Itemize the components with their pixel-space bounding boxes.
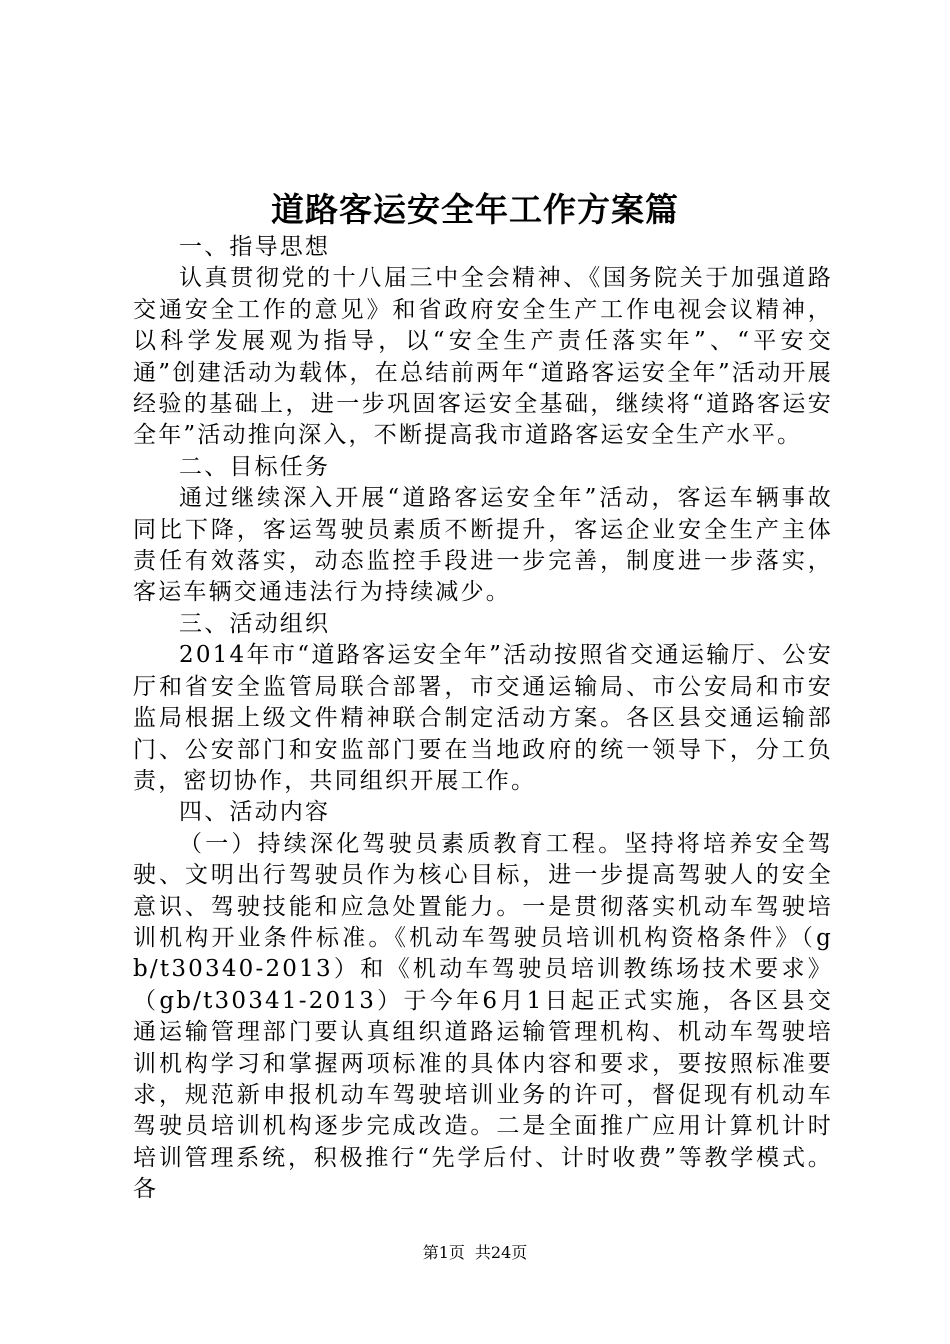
paragraph: 通过继续深入开展“道路客运安全年”活动，客运车辆事故同比下降，客运驾驶员素质不断提升，客运企业安全生产主体责任有效落实，动态监控手段进一步完善，制度进一步落实，客运车辆交通违法行为持续减少。 [133, 485, 833, 606]
paragraph: 2014年市“道路客运安全年”活动按照省交通运输厅、公安厅和省安全监管局联合部署，市交通运输局、市公安局和市安监局根据上级文件精神联合制定活动方案。各区县交通运输部门、公安部门和安监部门要在当地政府的统一领导下，分工负责，密切协作，共同组织开展工作。 [133, 642, 833, 794]
page-number: 第1页 [422, 1243, 465, 1262]
section-heading: 二、目标任务 [179, 453, 331, 480]
page-total: 共24页 [474, 1243, 528, 1262]
document-title: 道路客运安全年工作方案篇 [271, 190, 679, 229]
section-heading: 四、活动内容 [179, 799, 331, 826]
document-body [133, 232, 833, 1206]
section-heading: 三、活动组织 [179, 610, 331, 637]
paragraph: 认真贯彻党的十八届三中全会精神、《国务院关于加强道路交通安全工作的意见》和省政府安全生产工作电视会议精神，以科学发展观为指导，以“安全生产责任落实年”、“平安交通”创建活动为载体，在总结前两年“道路客运安全年”活动开展经验的基础上，进一步巩固客运安全基础，继续将“道路客运安全年”活动推向深入，不断提高我市道路客运安全生产水平。 [133, 265, 833, 449]
page-footer [0, 1241, 950, 1265]
section-heading: 一、指导思想 [179, 234, 331, 260]
paragraph: （一）持续深化驾驶员素质教育工程。坚持将培养安全驾驶、文明出行驾驶员作为核心目标，进一步提高驾驶人的安全意识、驾驶技能和应急处置能力。一是贯彻落实机动车驾驶培训机构开业条件标准。《机动车驾驶员培训机构资格条件》（gb/t30340-2013）和《机动车驾驶员培训教练场技术要求》（gb/t30341-2013）于今年6月1日起正式实施，各区县交通运输管理部门要认真组织道路运输管理机构、机动车驾驶培训机构学习和掌握两项标准的具体内容和要求，要按照标准要求，规范新申报机动车驾驶培训业务的许可，督促现有机动车驾驶员培训机构逐步完成改造。二是全面推广应用计算机计时培训管理系统，积极推行“先学后付、计时收费”等教学模式。各 [133, 830, 833, 1203]
